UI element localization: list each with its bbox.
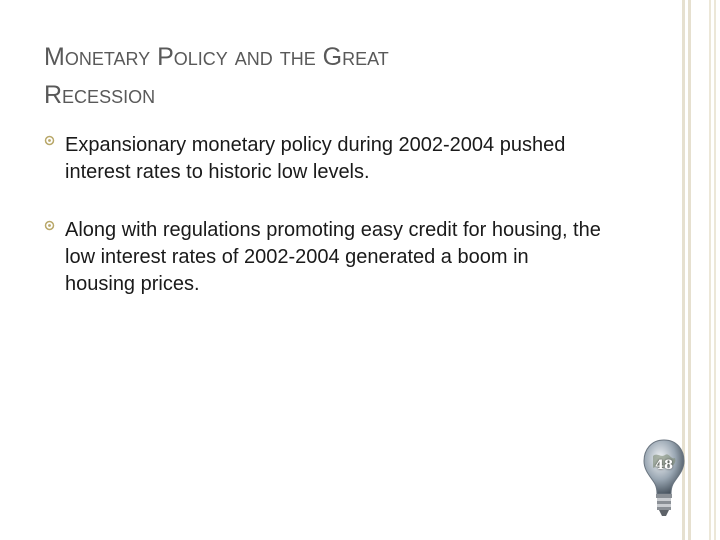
bullet-item (44, 217, 604, 298)
frame-line (688, 0, 691, 540)
circle-bullet-icon (44, 220, 58, 234)
bullet-item (44, 132, 604, 186)
lightbulb-globe-icon (641, 438, 687, 522)
slide-title (44, 38, 604, 114)
page-number: 48 (654, 458, 674, 473)
circle-bullet-icon (44, 135, 58, 149)
bullet-text: Expansionary monetary policy during 2002-2004 pushed interest rates to historic low levels. (65, 134, 566, 183)
bullet-text: Along with regulations promoting easy credit for housing, the low interest rates of 2002-2004 generated a boom in housing prices. (65, 219, 601, 295)
bullet-list (44, 132, 604, 329)
slide-title-line-2: Recession (44, 81, 156, 109)
slide-title-line-1: Monetary Policy and the Great (44, 43, 389, 71)
frame-line (714, 0, 716, 540)
frame-line (709, 0, 711, 540)
